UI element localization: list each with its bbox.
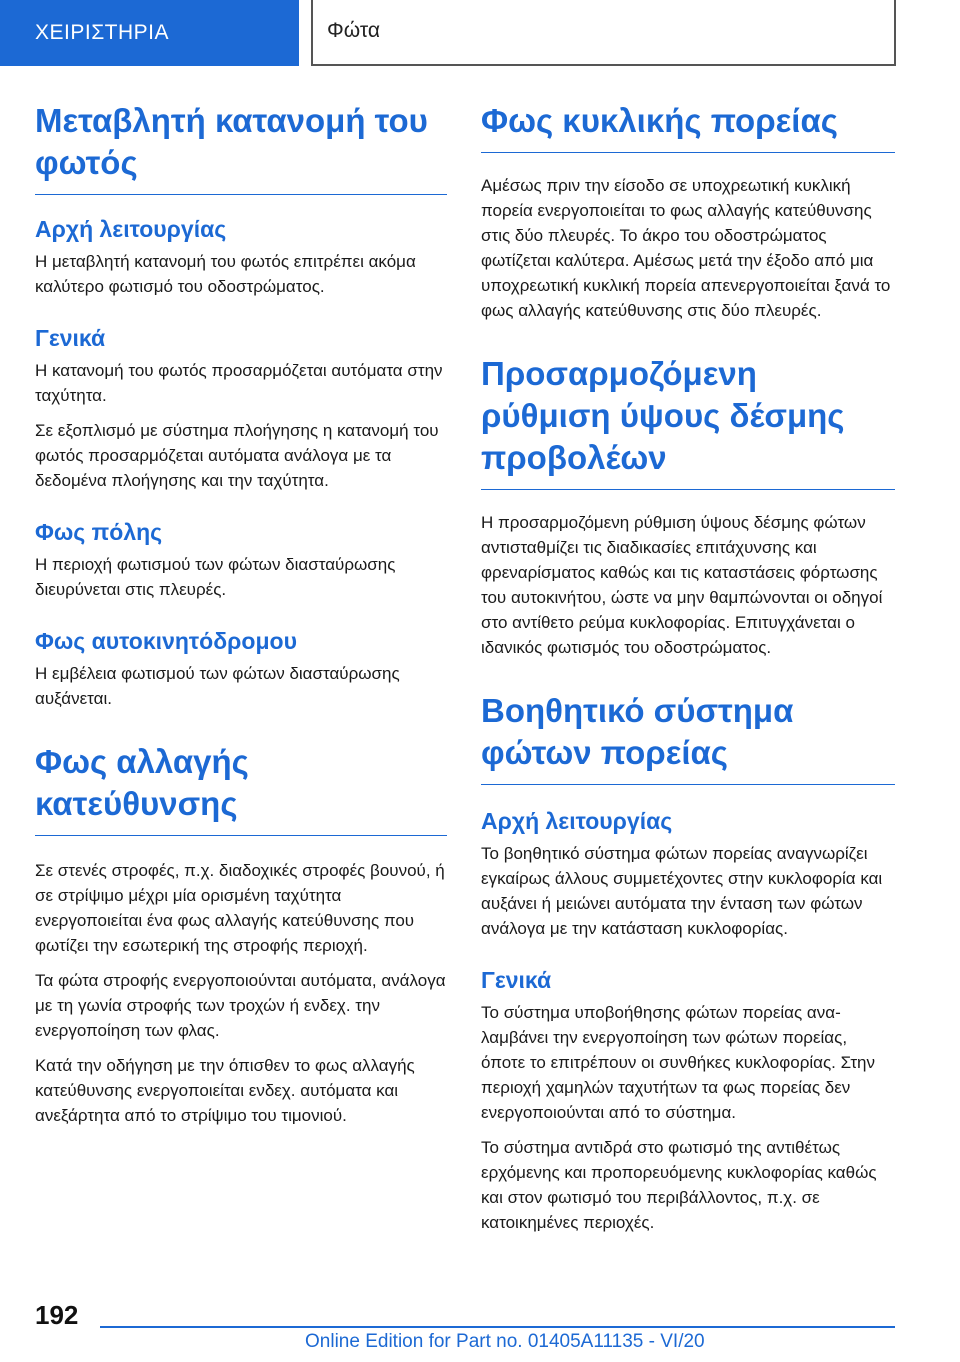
footer-divider <box>100 1326 895 1328</box>
heading-principle: Αρχή λειτουργίας <box>35 216 227 242</box>
header-tab-bar <box>0 0 960 66</box>
heading-high-beam-assistant: Βοηθητικό σύστημα φώτων πορείας <box>481 690 895 785</box>
paragraph-principle: Το βοηθητικό σύστημα φώτων πορείας αναγνωρίζει εγκαίρως άλλους συμμετέχοντες στην κυκλοφορία και αυξάνει ή μειώνει αυτόματα την ένταση των φώτων ανάλογα με την κατάσταση κυκλοφορίας. <box>481 844 883 938</box>
heading-general: Γενικά <box>35 325 106 351</box>
paragraph-headlight-range: Η προσαρμοζόμενη ρύθμιση ύψους δέσμης φώτων αντισταθμίζει τις διαδικασίες επιτάχυνσης και φρεναρίσματος καθώς και τις καταστάσεις φόρτωσης του αυτοκινήτου, ώστε να μην θαμπώνονται οι οδηγοί στο αντίθετο ρεύμα κυκλοφορίας. Επιτυγχάνεται ο ιδανικός φωτισμός του οδοστρώματος. <box>481 513 883 657</box>
heading-general: Γενικά <box>481 967 552 993</box>
heading-cornering-light: Φως αλλαγής κατεύθυνσης <box>35 741 447 836</box>
paragraph-general-1: Το σύστημα υποβοήθησης φώτων πορείας αναλαμβάνει την ενεργοποίηση των φώτων πορείας, όποτε το επιτρέπουν οι συνθήκες κυκλοφορίας. Στην περιοχή χαμηλών ταχυτήτων τα φως πορείας δεν ενεργοποιούνται από το σύστημα. <box>481 1003 875 1122</box>
paragraph-motorway-light: Η εμβέλεια φωτισμού των φώτων διασταύρωσης αυξάνεται. <box>35 664 400 708</box>
paragraph-city-light: Η περιοχή φωτισμού των φώτων διασταύρωσης διευρύνεται στις πλευρές. <box>35 555 396 599</box>
paragraph-general-2: Σε εξοπλισμό με σύστημα πλοήγησης η κατανομή του φωτός προσαρμόζεται αυτόματα ανάλογα με τα δεδομένα πλοήγησης και την ταχύτητα. <box>35 421 439 490</box>
heading-headlight-range: Προσαρμοζόμενη ρύθμιση ύψους δέσμης προβολέων <box>481 353 895 490</box>
page-number: 192 <box>35 1300 79 1330</box>
paragraph-general-2: Το σύστημα αντιδρά στο φωτισμό της αντιθέτως ερχόμενης και προπορευόμενης κυκλοφορίας καθώς και στον φωτισμό του περιβάλλοντος, π.χ. σε κατοικημένες περιοχές. <box>481 1138 877 1232</box>
paragraph-general-1: Η κατανομή του φωτός προσαρμόζεται αυτόματα στην ταχύτητα. <box>35 361 443 405</box>
heading-roundabout-light: Φως κυκλικής πορείας <box>481 100 895 153</box>
chapter-tab[interactable]: Φώτα <box>311 0 896 66</box>
right-column <box>481 100 895 1235</box>
heading-principle: Αρχή λειτουργίας <box>481 808 673 834</box>
paragraph-cornering-3: Κατά την οδήγηση με την όπισθεν το φως αλλαγής κατεύθυνσης ενεργοποιείται ενδεχ. αυτόματα και ανεξάρτητα από το στρίψιμο του τιμονιού. <box>35 1056 415 1125</box>
footer-edition-text: Online Edition for Part no. 01405A11135 - VI/20 <box>305 1331 705 1352</box>
section-tab[interactable]: ΧΕΙΡΙΣΤΗΡΙΑ <box>0 0 299 66</box>
heading-city-light: Φως πόλης <box>35 519 163 545</box>
paragraph-cornering-1: Σε στενές στροφές, π.χ. διαδοχικές στροφές βουνού, ή σε στρίψιμο μέχρι μία ορισμένη ταχύτητα ενεργοποιείται ένα φως αλλαγής κατεύθυνσης που φωτίζει την εσωτερική της στροφής περιοχή. <box>35 861 445 955</box>
heading-variable-light-distribution: Μεταβλητή κατανομή του φωτός <box>35 100 447 195</box>
paragraph-cornering-2: Τα φώτα στροφής ενεργοποιούνται αυτόματα, ανάλογα με τη γωνία στροφής των τροχών ή ενδεχ. την ενεργοποίηση των φλας. <box>35 971 446 1040</box>
paragraph-principle: Η μεταβλητή κατανομή του φωτός επιτρέπει ακόμα καλύτερο φωτισμό του οδοστρώματος. <box>35 252 416 296</box>
heading-motorway-light: Φως αυτοκινητόδρομου <box>35 628 297 654</box>
paragraph-roundabout: Αμέσως πριν την είσοδο σε υποχρεωτική κυκλική πορεία ενεργοποιείται το φως αλλαγής κατεύθυνσης στις δύο πλευρές. Το άκρο του οδοστρώματος φωτίζεται καλύτερα. Αμέσως μετά την έξοδο από μια υποχρεωτική κυκλική πορεία απενεργοποιείται ξανά το φως αλλαγής κατεύθυνσης στις δύο πλευρές. <box>481 176 891 320</box>
left-column <box>35 100 447 1128</box>
